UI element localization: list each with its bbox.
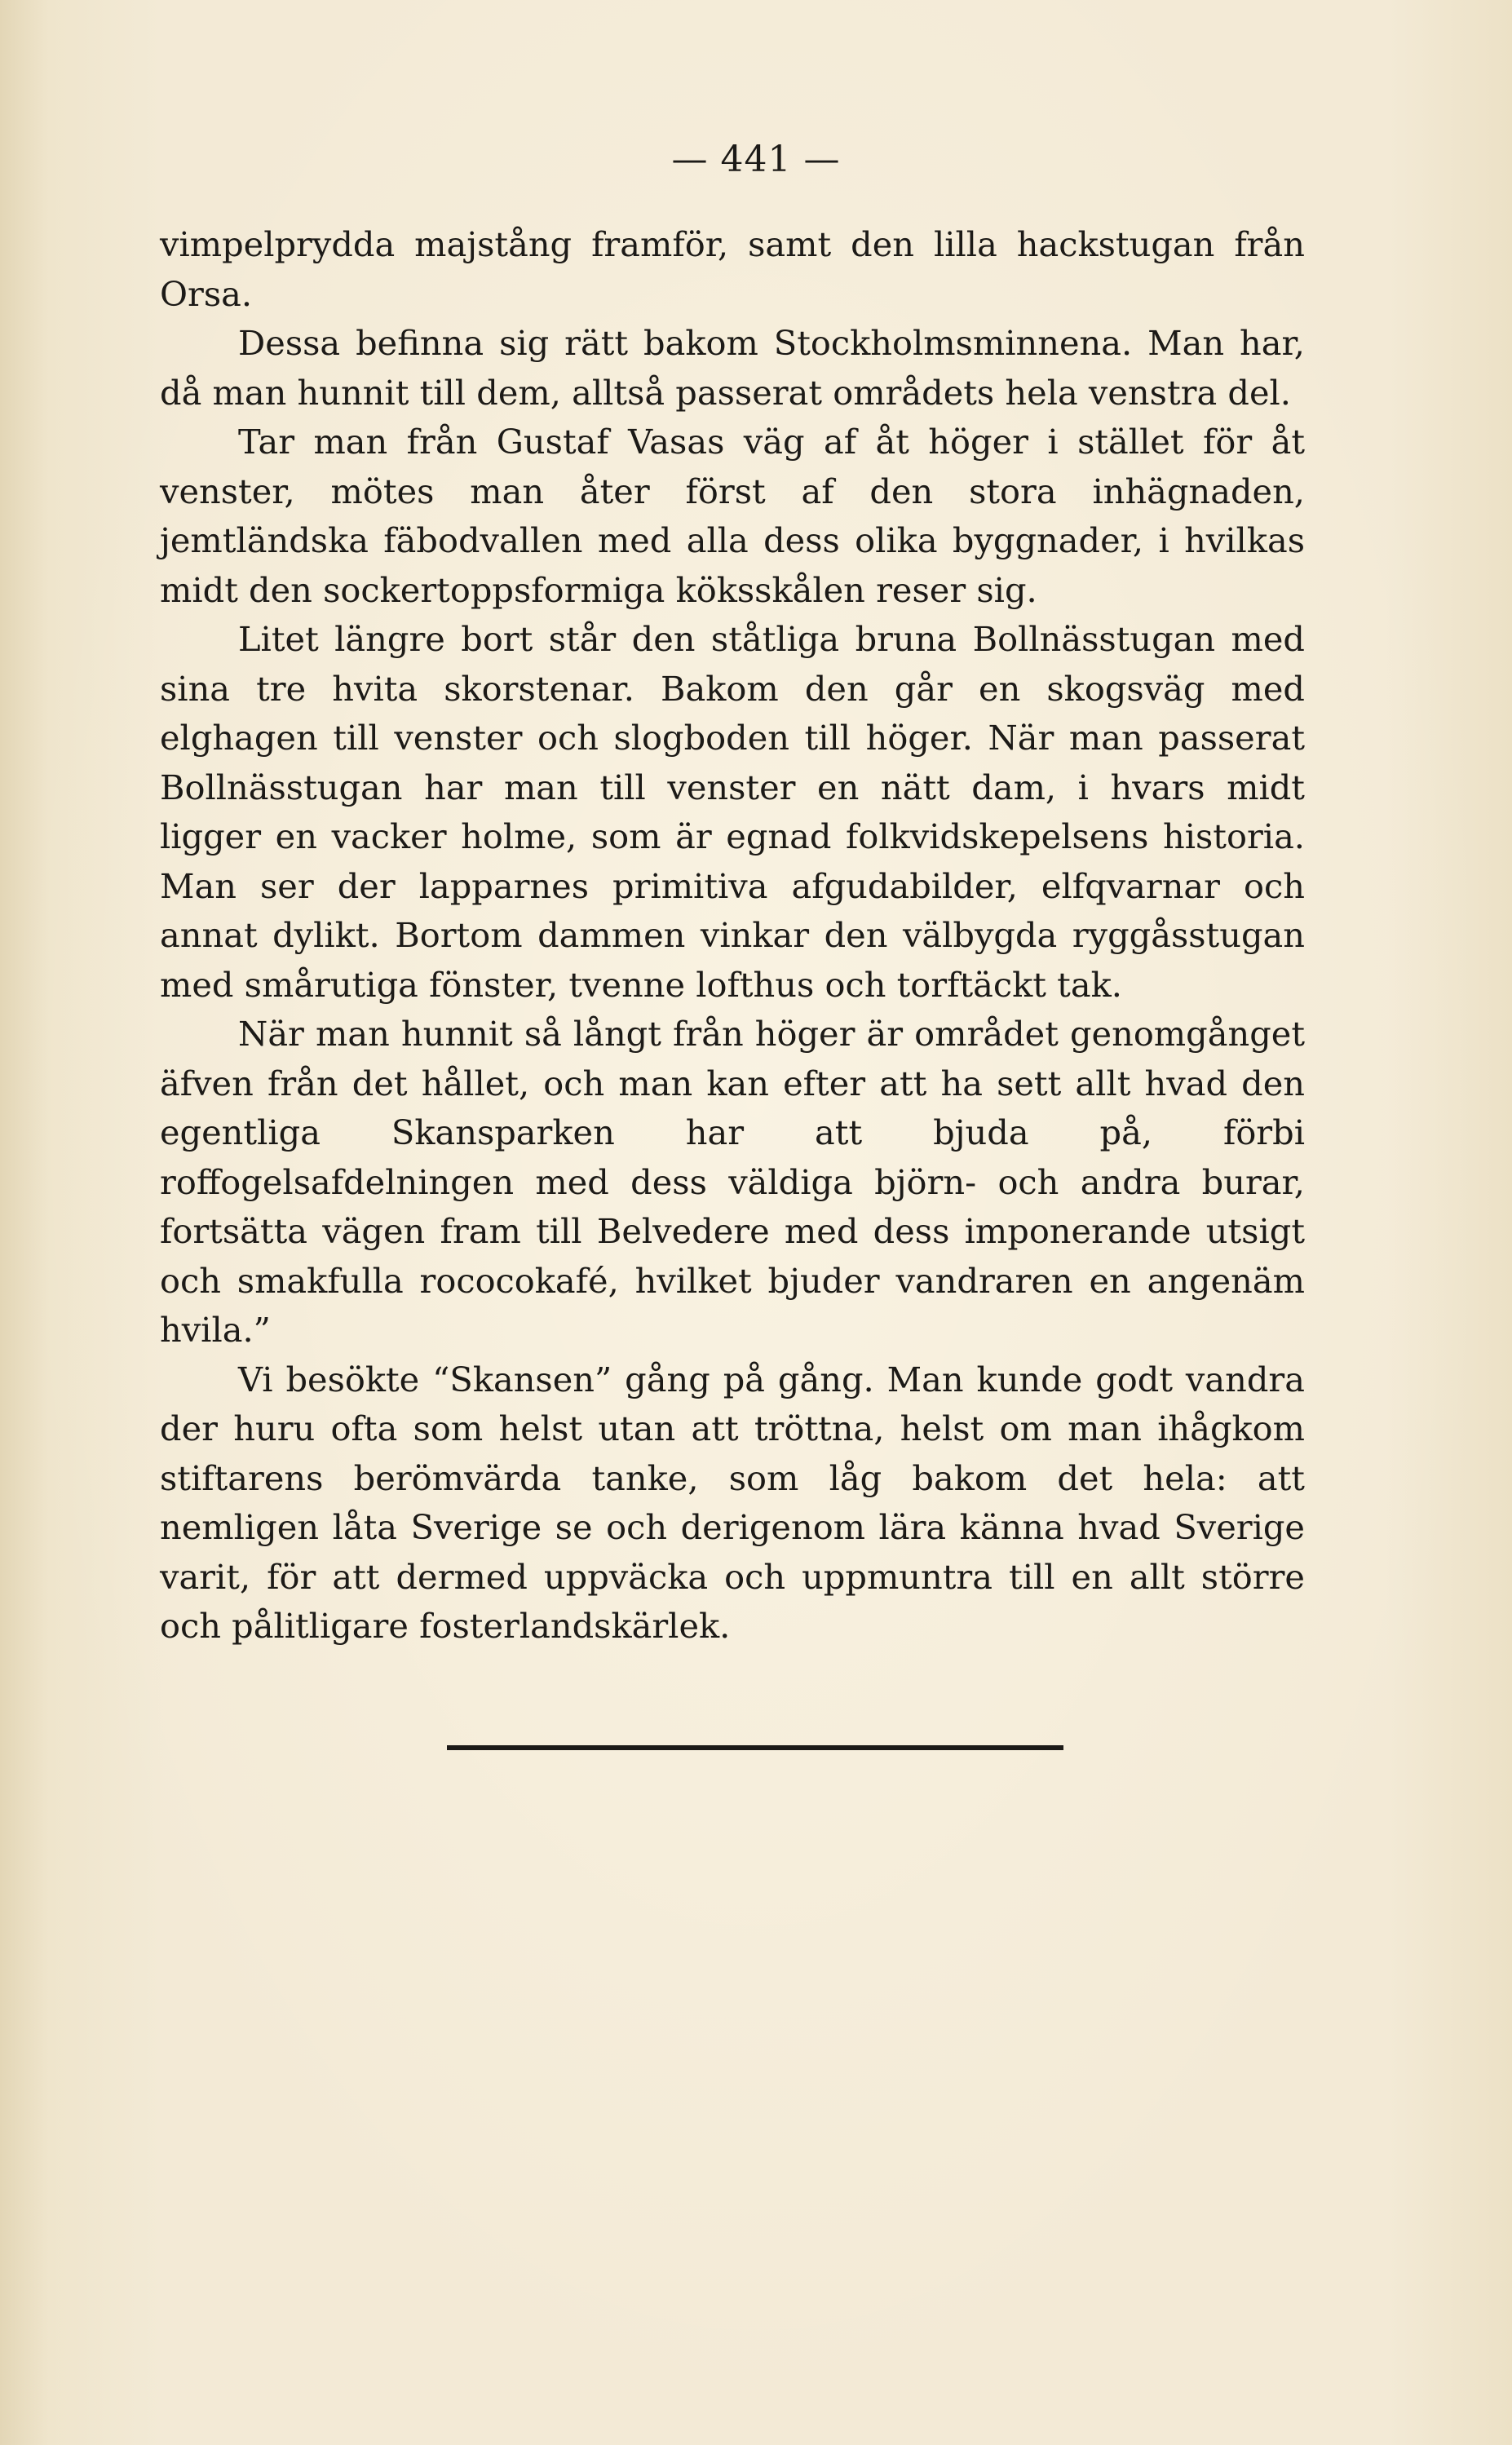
page-number: — 441 — bbox=[671, 139, 841, 180]
paragraph-6: Vi besökte “Skansen” gång på gång. Man kunde godt vandra der huru ofta som helst utan att tröttna, helst om man ihågkom stiftarens berömvärda tanke, som låg bakom det hela: att nemligen låta Sverige se och derigenom lära känna hvad Sverige varit, för att dermed uppväcka och uppmuntra till en allt större och pålitligare fosterlandskärlek. bbox=[160, 1359, 1305, 1646]
paragraph-4: Litet längre bort står den ståtliga bruna Bollnässtugan med sina tre hvita skorstenar. Bakom den går en skogsväg med elghagen till venster och slogboden till höger. När man passerat Bollnässtugan har man till venster en nätt dam, i hvars midt ligger en vacker holme, som är egnad folkvidskepelsens historia. Man ser der lapparnes primitiva afgudabilder, elfqvarnar och annat dylikt. Bortom dammen vinkar den välbygda ryggåsstugan med smårutiga fönster, tvenne lofthus och torftäckt tak. bbox=[160, 619, 1305, 1005]
paragraph-1: vimpelprydda majstång framför, samt den lilla hackstugan från Orsa. bbox=[160, 224, 1305, 314]
paragraph-3: Tar man från Gustaf Vasas väg af åt höger i stället för åt venster, mötes man åter först af den stora inhägnaden, jemtländska fäbodvallen med alla dess olika byggnader, i hvilkas midt den sockertoppsformiga köksskålen reser sig. bbox=[160, 422, 1305, 610]
paragraph-2: Dessa befinna sig rätt bakom Stockholmsminnena. Man har, då man hunnit till dem, alltså passerat områdets hela venstra del. bbox=[160, 323, 1305, 413]
end-divider-rule bbox=[447, 1745, 1063, 1750]
body-text bbox=[160, 220, 1305, 1651]
paragraph-5: När man hunnit så långt från höger är området genomgånget äfven från det hållet, och man kan efter att ha sett allt hvad den egentliga Skansparken har att bjuda på, förbi roffogelsafdelningen med dess väldiga björn- och andra burar, fortsätta vägen fram till Belvedere med dess imponerande utsigt och smakfulla rococokafé, hvilket bjuder vandraren en angenäm hvila.” bbox=[160, 1014, 1305, 1350]
